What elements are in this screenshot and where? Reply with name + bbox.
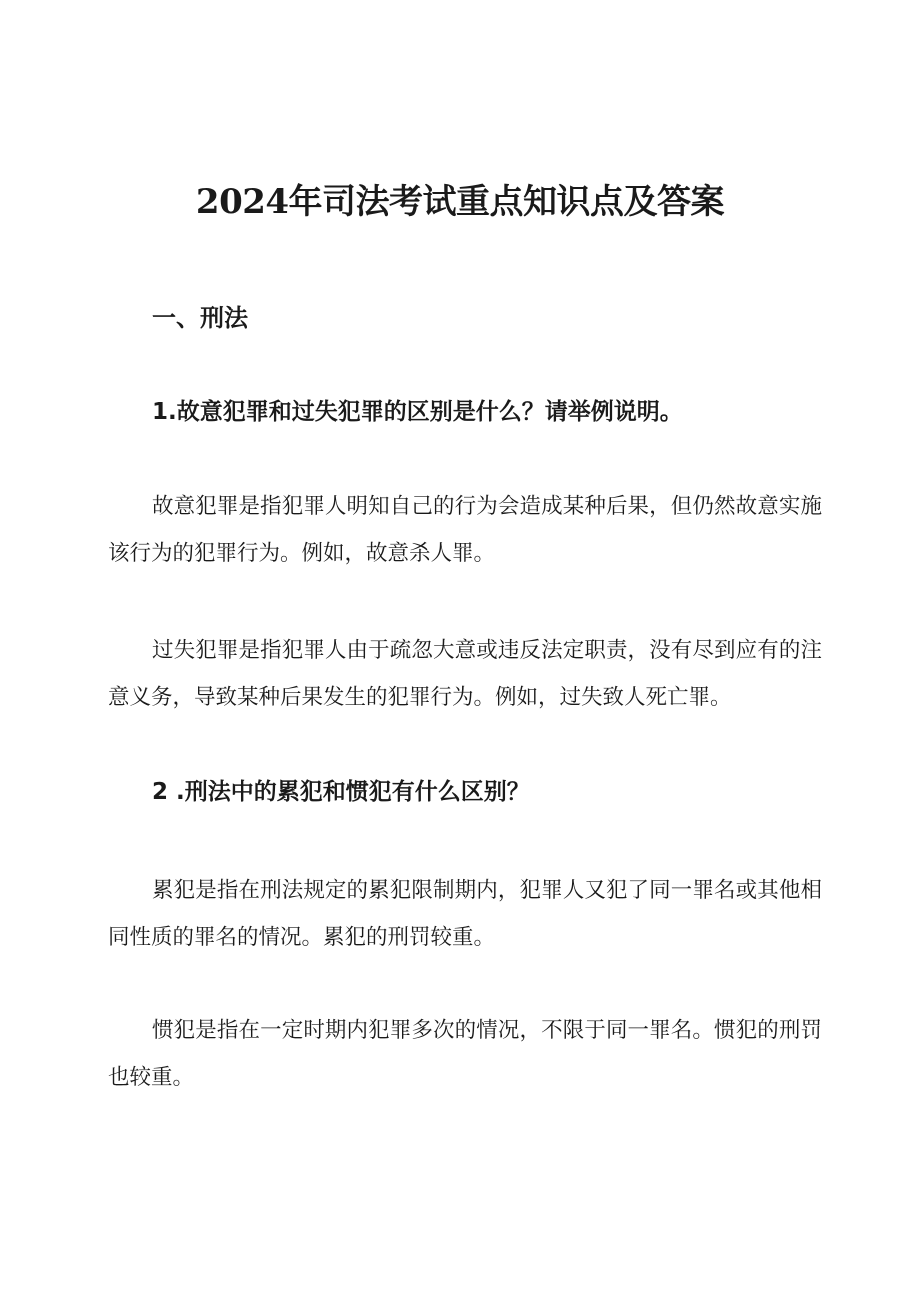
answer-paragraph: 过失犯罪是指犯罪人由于疏忽大意或违反法定职责，没有尽到应有的注意义务，导致某种后果发生的犯罪行为。例如，过失致人死亡罪。	[108, 638, 822, 710]
question-2: 2 .刑法中的累犯和惯犯有什么区别？	[152, 779, 530, 805]
answer-paragraph: 累犯是指在刑法规定的累犯限制期内，犯罪人又犯了同一罪名或其他相同性质的罪名的情况。累犯的刑罚较重。	[108, 878, 822, 950]
section-heading-criminal-law: 一、刑法	[152, 304, 248, 332]
answer-paragraph: 惯犯是指在一定时期内犯罪多次的情况，不限于同一罪名。惯犯的刑罚也较重。	[108, 1018, 822, 1090]
answer-paragraph: 故意犯罪是指犯罪人明知自己的行为会造成某种后果，但仍然故意实施该行为的犯罪行为。例如，故意杀人罪。	[108, 494, 822, 566]
question-1: 1.故意犯罪和过失犯罪的区别是什么？请举例说明。	[152, 399, 683, 425]
document-title: 2024年司法考试重点知识点及答案	[195, 182, 725, 222]
